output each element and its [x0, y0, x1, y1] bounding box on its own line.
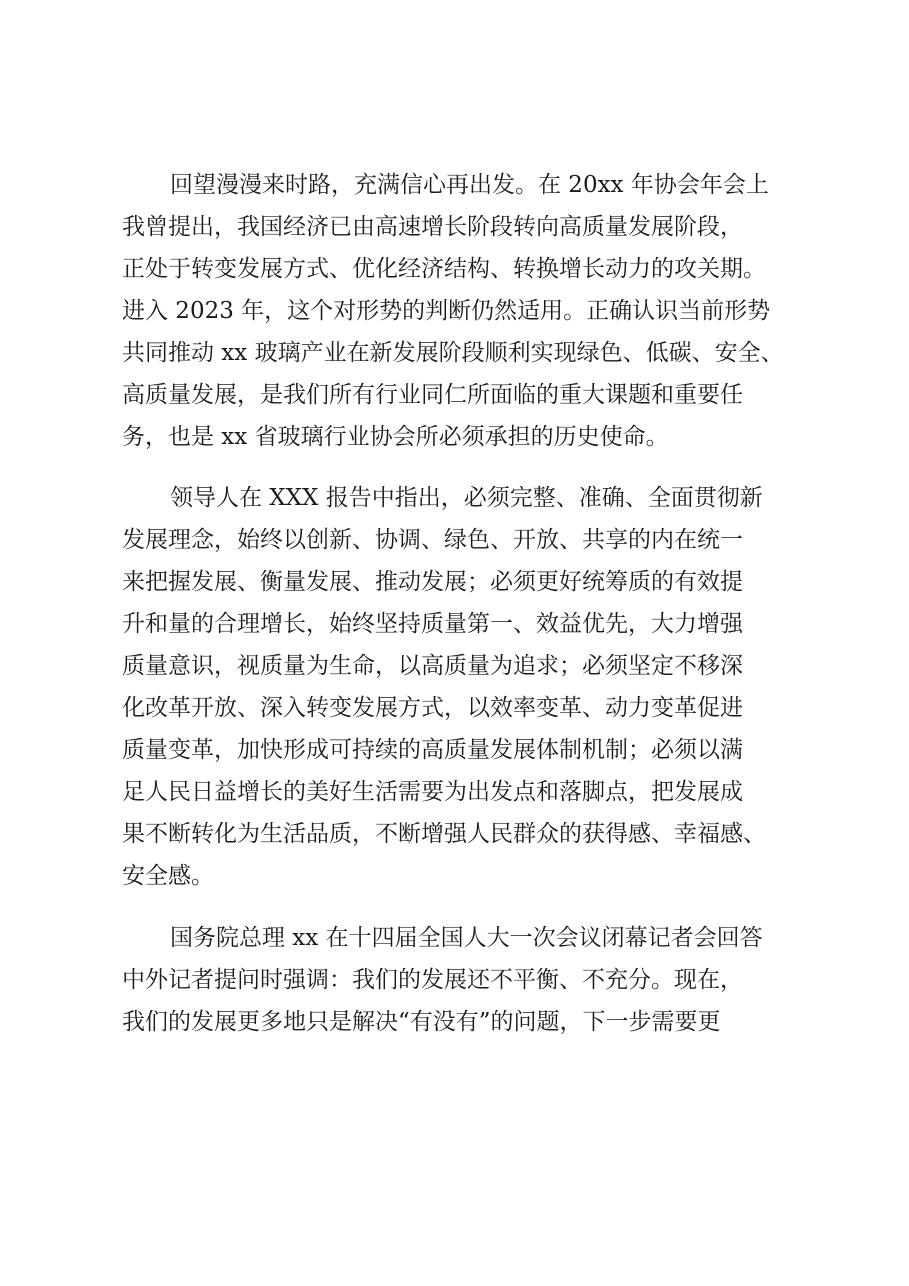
text-line: 发展理念，始终以创新、协调、绿色、开放、共享的内在统一	[122, 527, 743, 553]
text-line: 我曾提出，我国经济已由高速增长阶段转向高质量发展阶段，	[122, 214, 743, 240]
text-line: 国务院总理 xx 在十四届全国人大一次会议闭幕记者会回答	[170, 925, 763, 951]
text-line: 果不断转化为生活品质，不断增强人民群众的获得感、幸福感、	[122, 821, 766, 847]
text-line: 安全感。	[122, 863, 214, 889]
text-line: 领导人在 XXX 报告中指出，必须完整、准确、全面贯彻新	[170, 485, 763, 511]
text-line: 升和量的合理增长，始终坚持质量第一、效益优先，大力增强	[122, 611, 743, 637]
text-line: 足人民日益增长的美好生活需要为出发点和落脚点，把发展成	[122, 779, 743, 805]
text-line: 务，也是 xx 省玻璃行业协会所必须承担的历史使命。	[122, 424, 669, 450]
text-line: 共同推动 xx 玻璃产业在新发展阶段顺利实现绿色、低碳、安全、	[122, 340, 784, 366]
text-line: 正处于转变发展方式、优化经济结构、转换增长动力的攻关期。	[122, 256, 766, 282]
text-line: 化改革开放、深入转变发展方式，以效率变革、动力变革促进	[122, 695, 743, 721]
text-line: 中外记者提问时强调：我们的发展还不平衡、不充分。现在，	[122, 967, 743, 993]
text-line: 高质量发展，是我们所有行业同仁所面临的重大课题和重要任	[122, 382, 743, 408]
text-line: 进入 2023 年，这个对形势的判断仍然适用。正确认识当前形势	[122, 298, 771, 324]
text-line: 来把握发展、衡量发展、推动发展；必须更好统筹质的有效提	[122, 569, 743, 595]
text-line: 质量变革，加快形成可持续的高质量发展体制机制；必须以满	[122, 737, 743, 763]
text-line: 我们的发展更多地只是解决“有没有”的问题，下一步需要更	[122, 1009, 721, 1035]
text-line: 质量意识，视质量为生命，以高质量为追求；必须坚定不移深	[122, 653, 743, 679]
text-line: 回望漫漫来时路，充满信心再出发。在 20xx 年协会年会上	[170, 172, 769, 198]
